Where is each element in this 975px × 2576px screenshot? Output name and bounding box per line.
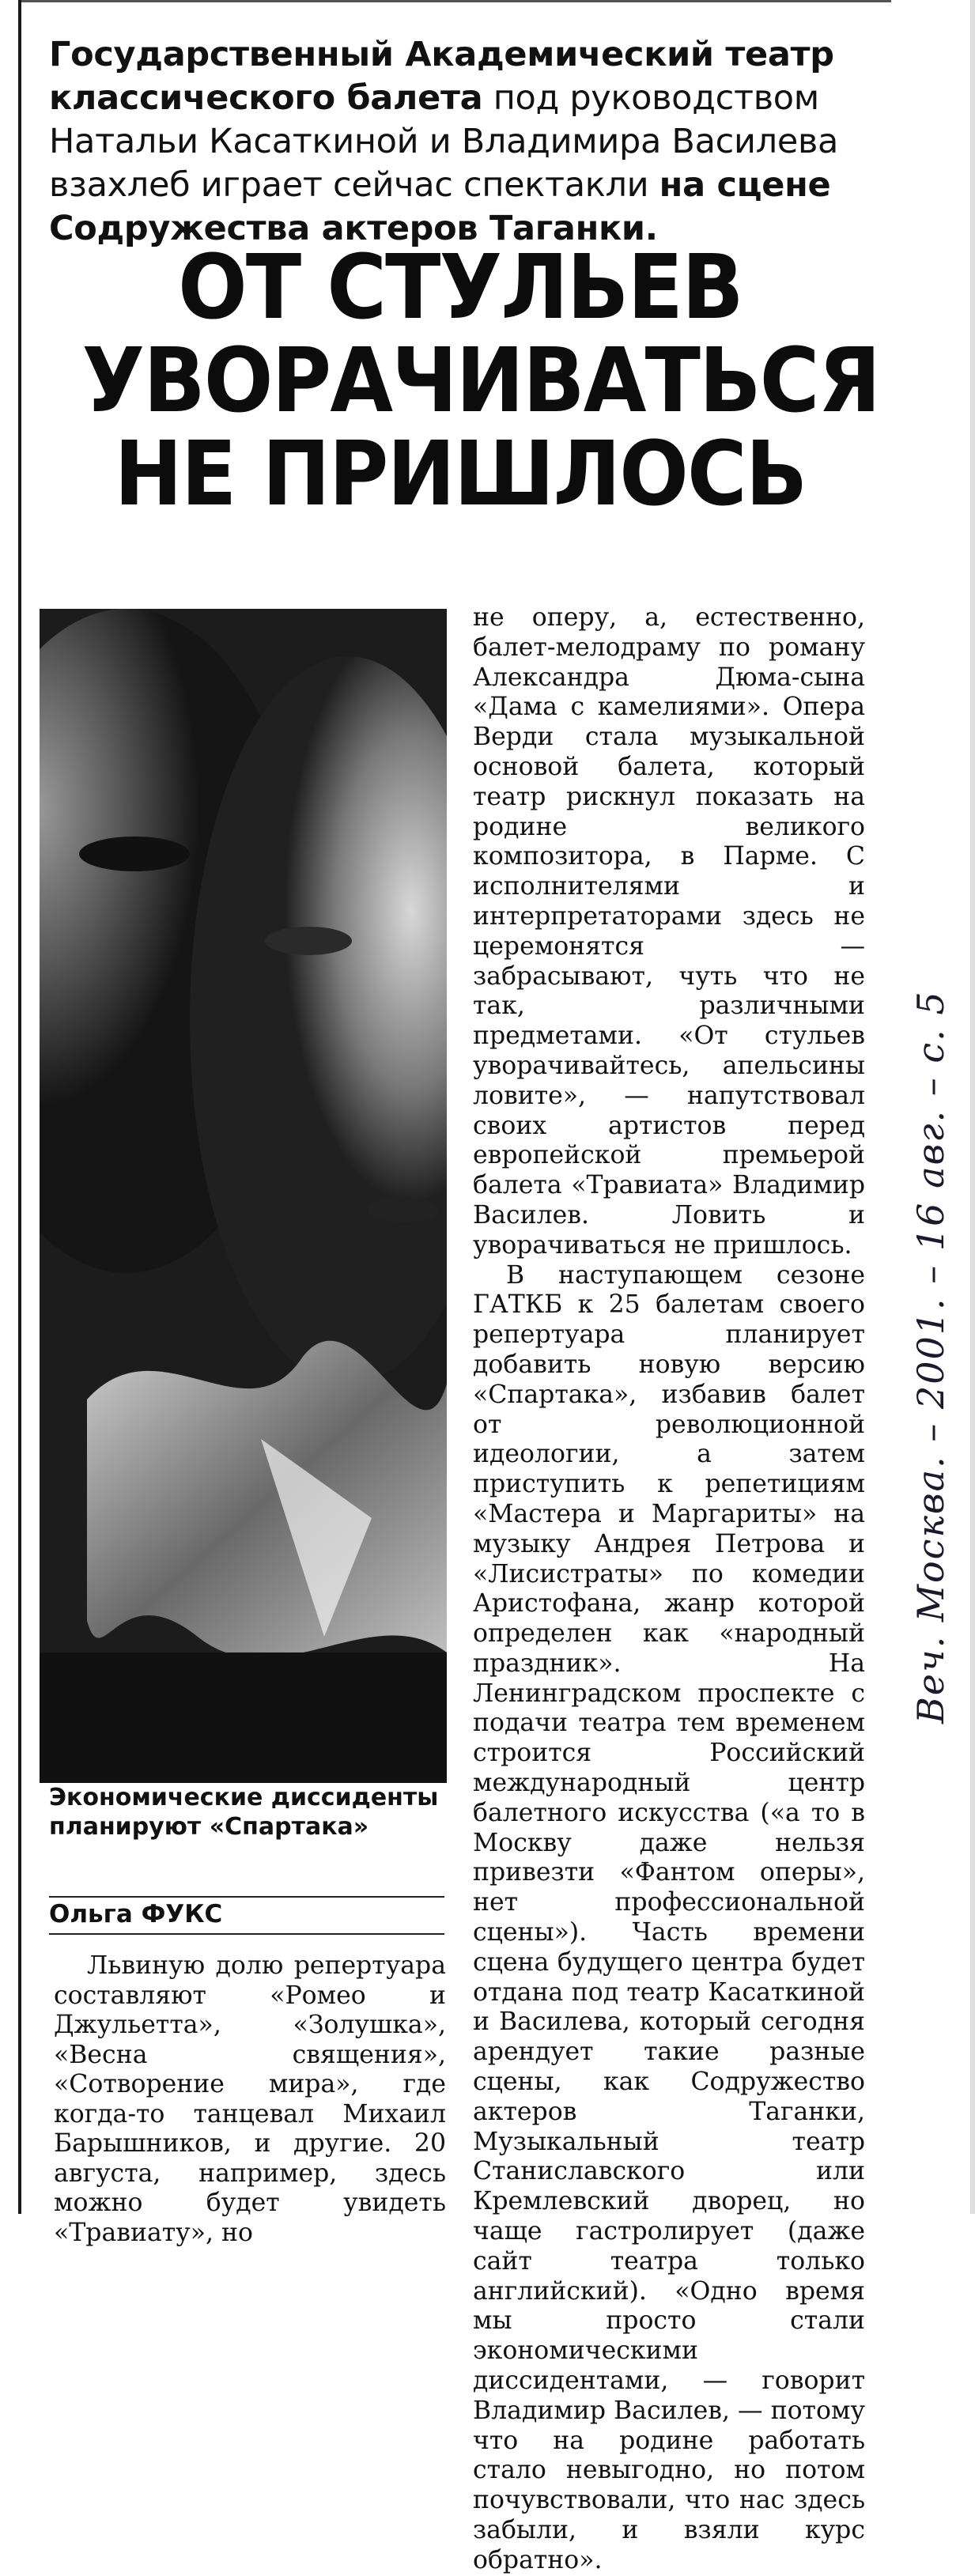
lead-paragraph	[49, 33, 856, 251]
article-photo	[40, 609, 447, 1783]
author-byline: Ольга ФУКС	[49, 1900, 223, 1928]
headline	[81, 236, 880, 526]
headline-line-3: НЕ ПРИШЛОСЬ	[114, 423, 807, 526]
paragraph-1: не оперу, а, естественно, балет-мелодраму по роману Александра Дюма-сына «Дама с камелиями». Опера Верди стала музыкальной основой балета, который театр рискнул показать на родине великого композитора, в Парме. С исполнителями и интерпретаторами здесь не церемонятся — забрасывают, чуть что не так, различными предметами. «От стульев уворачивайтесь, апельсины ловите», — напутствовал своих артистов перед европейской премьерой балета «Травиата» Владимир Василев. Ловить и уворачиваться не пришлось.	[473, 603, 865, 1260]
byline-rule-bottom	[49, 1933, 444, 1935]
article-text-right	[473, 603, 865, 2576]
headline-line-1: ОТ СТУЛЬЕВ	[178, 236, 743, 339]
lead-bold-1: Государственный Академический театр классического балета	[49, 35, 834, 118]
top-rule	[21, 0, 891, 2]
byline-rule-top	[49, 1896, 444, 1898]
article-text-left: Львиную долю репертуара составляют «Ромео и Джульетта», «Золушка», «Весна священия», «Сотворение мира», где когда-то танцевал Михаил Барышников, и другие. 20 августа, например, здесь можно будет увидеть «Травиату», но	[54, 1951, 446, 2247]
photo-caption: Экономические диссиденты планируют «Спартака»	[49, 1784, 439, 1841]
lead-regular: под руководством Натальи Касаткиной и Владимира Василева взахлеб играет сейчас спектакли	[49, 78, 839, 205]
page-edge	[970, 0, 975, 2214]
handwritten-source-note: Веч. Москва. – 2001. – 16 авг. – с. 5	[909, 990, 952, 1724]
paragraph-2: В наступающем сезоне ГАТКБ к 25 балетам своего репертуара планирует добавить новую версию «Спартака», избавив балет от революционной идеологии, а затем приступить к репетициям «Мастера и Маргариты» на музыку Андрея Петрова и «Лисистраты» по комедии Аристофана, жанр которой определен как «народный праздник». На Ленинградском проспекте с подачи театра тем временем строится Российский международный центр балетного искусства («а то в Москву даже нельзя привезти «Фантом оперы», нет профессиональной сцены»). Часть времени сцена будущего центра будет отдана под театр Касаткиной и Василева, который сегодня арендует такие разные сцены, как Содружество актеров Таганки, Музыкальный театр Станиславского или Кремлевский дворец, но чаще гастролирует (даже сайт театра только английский). «Одно время мы просто стали экономическими диссидентами, — говорит Владимир Василев, — потому что на родине работать стало невыгодно, но потом почувствовали, что нас здесь забыли, и взяли курс обратно».	[473, 1260, 865, 2574]
lead-bold-2: на сцене Содружества актеров Таганки.	[49, 165, 831, 248]
photo-image	[40, 609, 447, 1783]
column-rule	[18, 0, 21, 2214]
headline-line-2: УВОРАЧИВАТЬСЯ	[81, 330, 880, 432]
